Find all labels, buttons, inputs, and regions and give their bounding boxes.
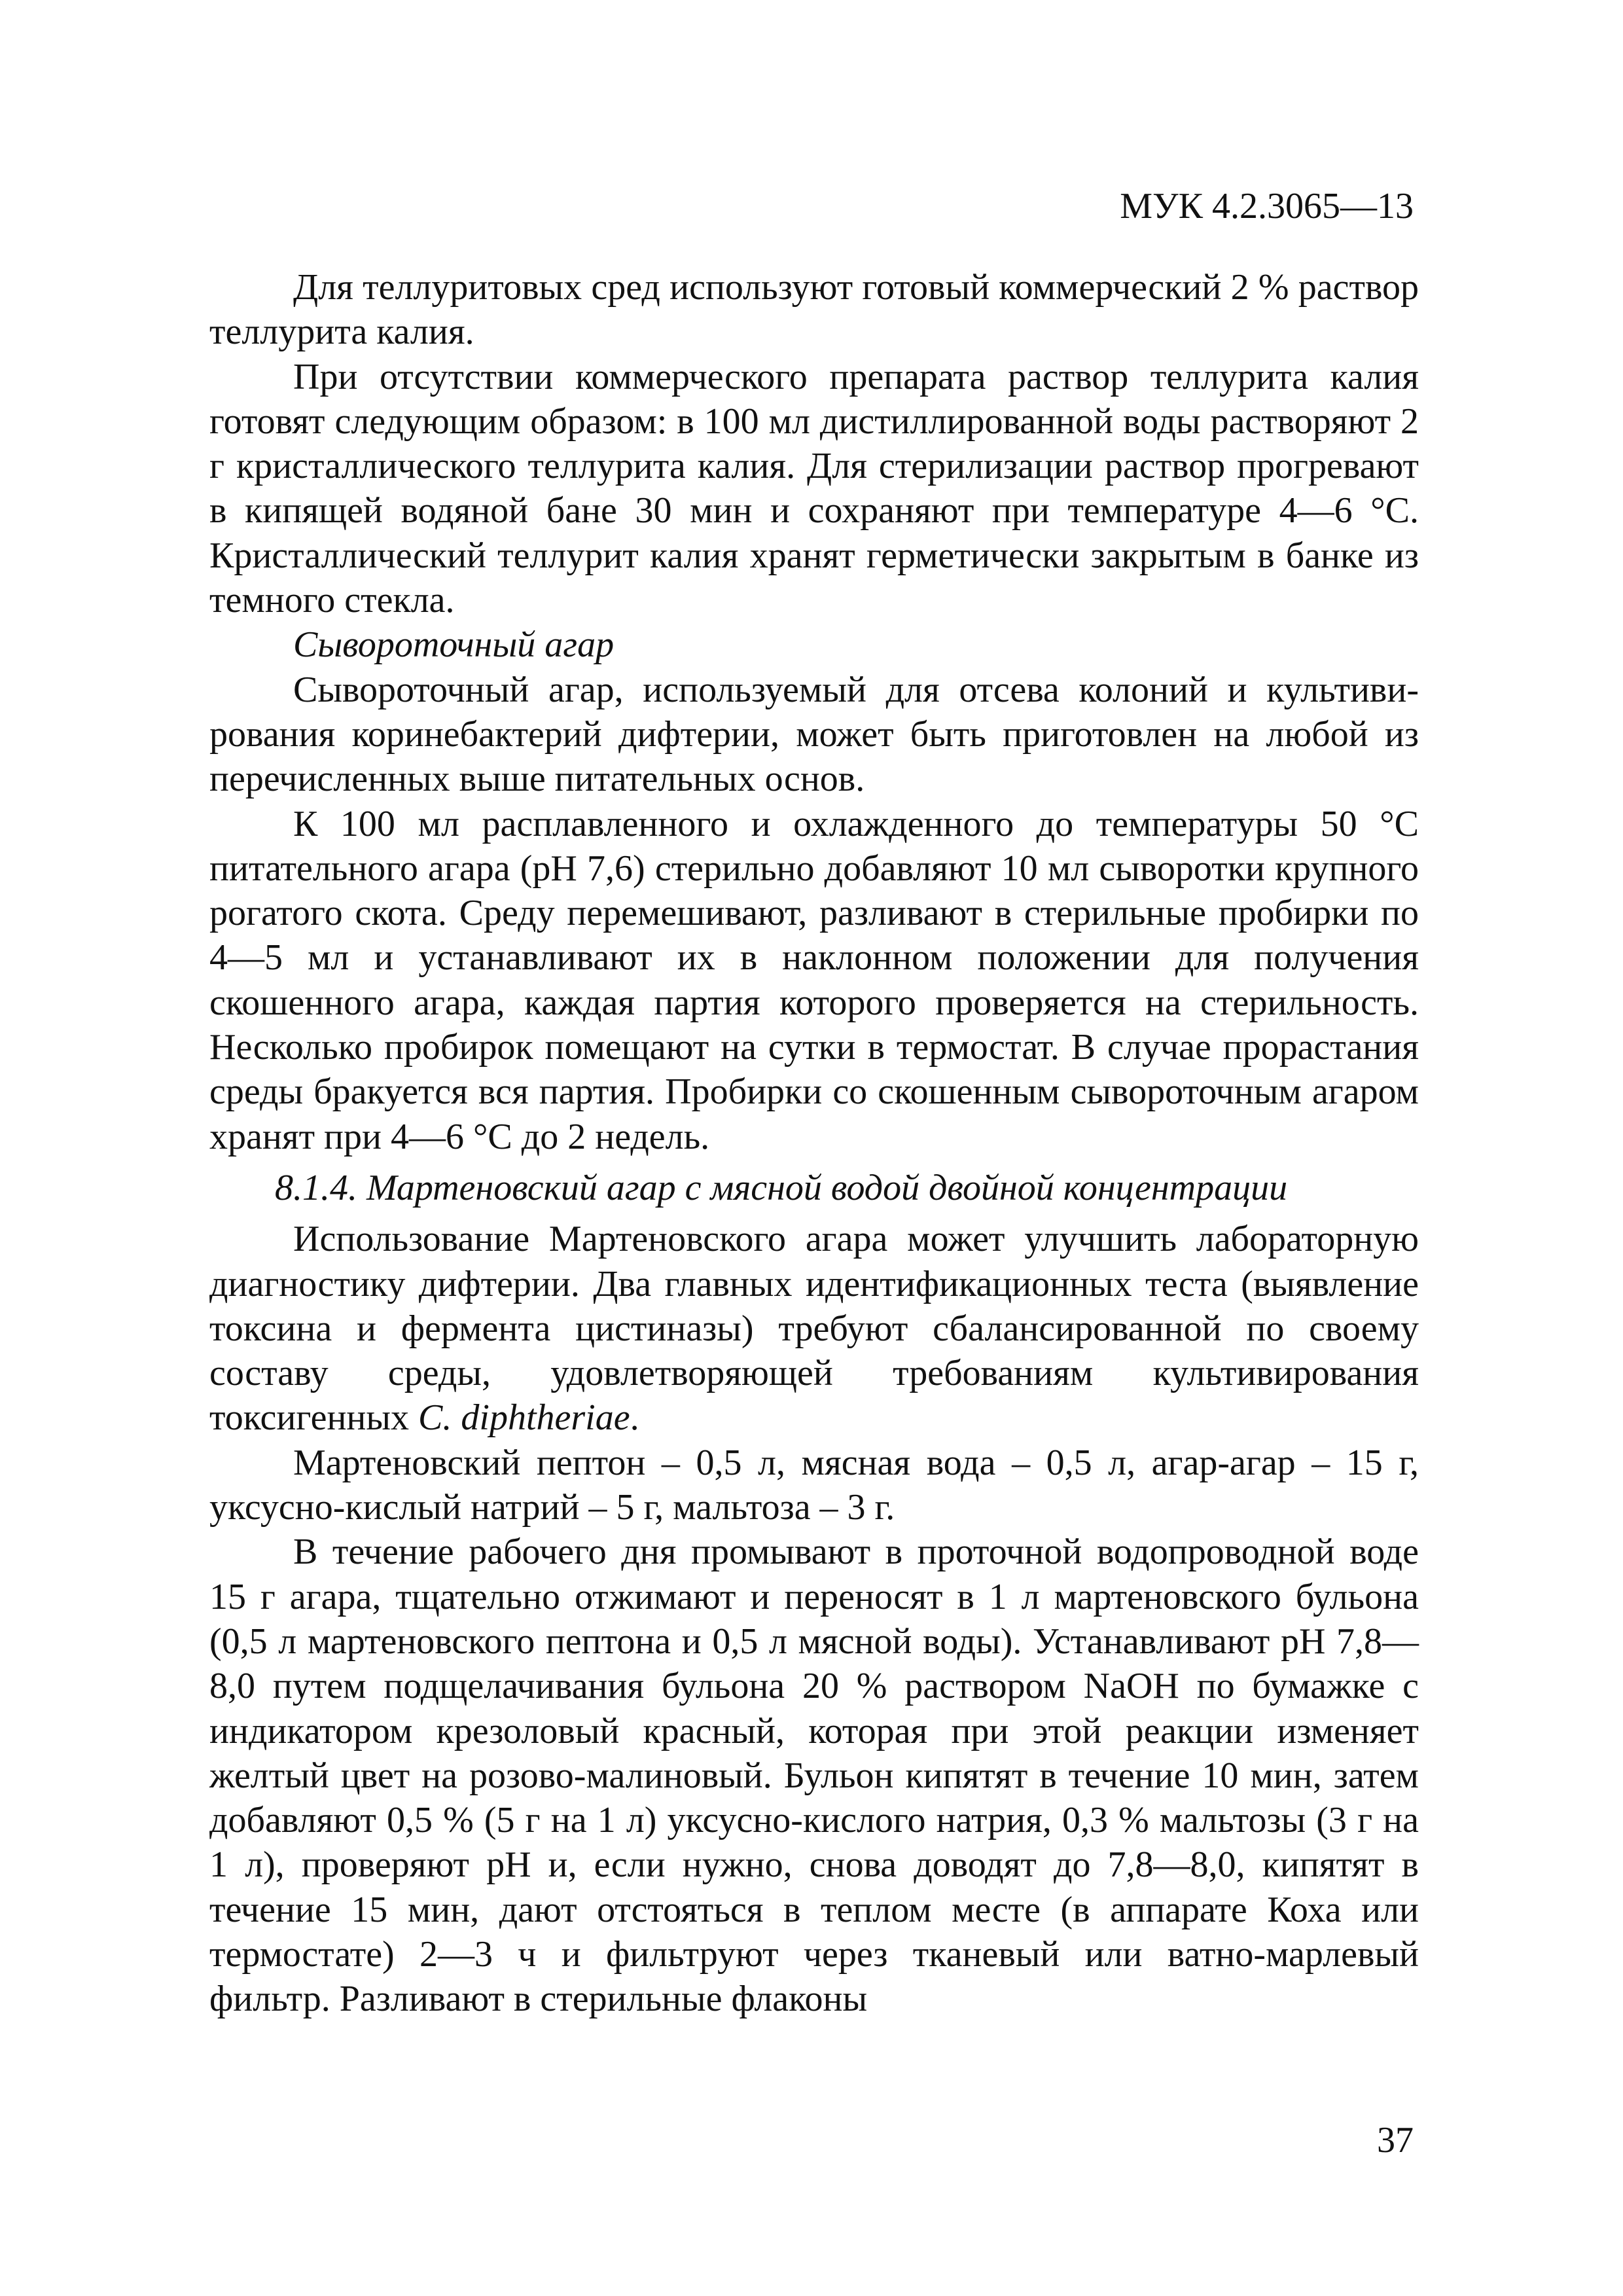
species-name: C. diphtheriae [418, 1397, 630, 1439]
paragraph-serum-agar-usage: Сывороточный агар, используемый для отсева колоний и культивирования коринебактерий дифтерии, может быть приготовлен на любой из перечисленных выше питательных основ. [209, 669, 1419, 800]
page-number: 37 [1377, 2120, 1414, 2161]
body-text [209, 265, 1419, 2022]
paragraph-tellurite-commercial: Для теллуритовых сред используют готовый коммерческий 2 % раствор теллурита калия. [209, 267, 1419, 353]
paragraph-martin-agar-usage [209, 1217, 1419, 1440]
paragraph-tellurite-preparation: При отсутствии коммерческого препарата раствор теллурита калия готовят следующим образом: в 100 мл дистиллированной воды растворяют 2 г кристаллического теллурита калия. Для стерилизации раствор прогревают в кипящей водяной бане 30 мин и сохраняют при температуре 4—6 °С. Кристаллический теллурит калия хранят герметически закрытым в банке из темного стекла. [209, 356, 1419, 621]
section-heading-8-1-4: 8.1.4. Мартеновский агар с мясной водой двойной концентрации [275, 1167, 1288, 1208]
paragraph-martin-agar-composition: Мартеновский пептон – 0,5 л, мясная вода – 0,5 л, агар-агар – 15 г, уксусно-кислый натрий – 5 г, мальтоза – 3 г. [209, 1442, 1419, 1528]
paragraph-martin-agar-procedure: В течение рабочего дня промывают в проточной водопроводной воде 15 г агара, тщательно отжимают и переносят в 1 л мартеновского бульона (0,5 л мартеновского пептона и 0,5 л мясной воды). Устанавливают рН 7,8—8,0 путем подщелачивания бульона 20 % раствором NaOH по бумажке с индикатором крезоловый красный, которая при этой реакции изменяет желтый цвет на розово-малиновый. Бульон кипятят в течение 10 мин, затем добавляют 0,5 % (5 г на 1 л) уксусно-кислого натрия, 0,3 % мальтозы (3 г на 1 л), проверяют рН и, если нужно, снова доводят до 7,8—8,0, кипятят в течение 15 мин, дают отстояться в теплом месте (в аппарате Коха или термостате) 2—3 ч и фильтруют через тканевый или ватно-марлевый фильтр. Разливают в стерильные флаконы [209, 1532, 1419, 2020]
paragraph-martin-agar-usage-end: . [630, 1397, 639, 1439]
paragraph-martin-agar-usage-text: Использование Мартеновского агара может улучшить лабораторную диагностику дифтерии. Два главных идентификационных теста (выявление токсина и фермента цистиназы) требуют сбалансированной по своему составу среды, удовлетворяющей требованиям культивирования токсигенных [209, 1219, 1419, 1439]
document-code-header: МУК 4.2.3065—13 [1120, 186, 1414, 226]
subheading-serum-agar: Сывороточный агар [293, 624, 615, 666]
paragraph-serum-agar-preparation: К 100 мл расплавленного и охлажденного до температуры 50 °С питательного агара (рН 7,6) стерильно добавляют 10 мл сыворотки крупного рогатого скота. Среду перемешивают, разливают в стерильные пробирки по 4—5 мл и устанавливают их в наклонном положении для получения скошенного агара, каждая партия которого проверяется на стерильность. Несколько пробирок помещают на сутки в термостат. В случае прорастания среды бракуется вся партия. Пробирки со скошенным сывороточным агаром хранят при 4—6 °С до 2 недель. [209, 803, 1419, 1157]
